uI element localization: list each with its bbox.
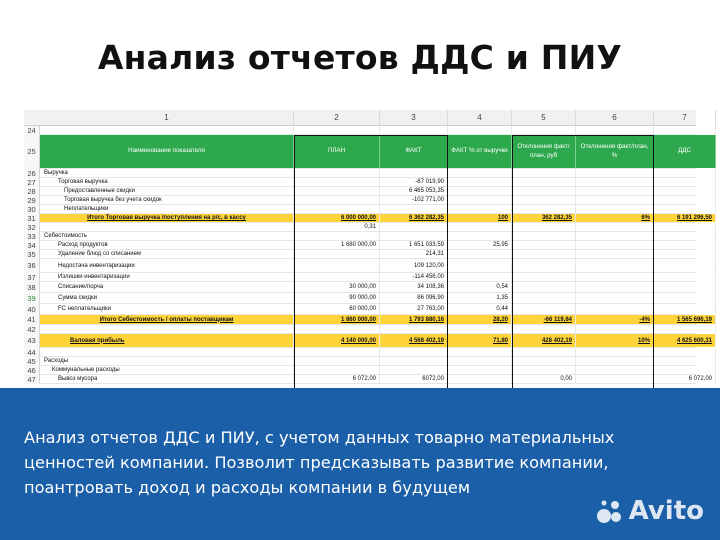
- cell-45-3[interactable]: [380, 357, 448, 365]
- cell-27-4[interactable]: [448, 178, 512, 186]
- cell-33-7[interactable]: [654, 232, 716, 240]
- cell-31-3[interactable]: 6 362 282,35: [380, 214, 448, 222]
- row-number-33[interactable]: 33: [24, 232, 40, 241]
- avito-logo-icon: [595, 496, 625, 526]
- cell-43-1[interactable]: Валовая прибыль: [40, 334, 294, 347]
- row-number-47[interactable]: 47: [24, 375, 40, 384]
- cell-32-2[interactable]: 0,31: [294, 223, 380, 231]
- cell-43-5[interactable]: 428 402,19: [512, 334, 576, 347]
- cell-41-3[interactable]: 1 793 880,16: [380, 315, 448, 324]
- cell-44-6[interactable]: [576, 348, 654, 356]
- cell-41-4[interactable]: 28,20: [448, 315, 512, 324]
- cell-39-5[interactable]: [512, 293, 576, 303]
- cell-30-2[interactable]: [294, 205, 380, 213]
- cell-29-5[interactable]: [512, 196, 576, 204]
- cell-35-5[interactable]: [512, 250, 576, 258]
- cell-27-3[interactable]: -87 019,90: [380, 178, 448, 186]
- cell-40-4[interactable]: 0,44: [448, 304, 512, 314]
- cell-36-5[interactable]: [512, 259, 576, 272]
- cell-32-6[interactable]: [576, 223, 654, 231]
- cell-40-3[interactable]: 27 763,00: [380, 304, 448, 314]
- column-header-3[interactable]: 3: [380, 110, 448, 126]
- cell-27-1[interactable]: Торговая выручка: [40, 178, 294, 186]
- cell-24-2[interactable]: [294, 126, 380, 134]
- cell-38-6[interactable]: [576, 282, 654, 292]
- row-number-41[interactable]: 41: [24, 315, 40, 325]
- cell-37-5[interactable]: [512, 273, 576, 281]
- spreadsheet: [24, 110, 712, 388]
- table-row: [40, 273, 696, 282]
- cell-33-3[interactable]: [380, 232, 448, 240]
- cell-45-4[interactable]: [448, 357, 512, 365]
- cell-45-6[interactable]: [576, 357, 654, 365]
- cell-26-1[interactable]: Выручка: [40, 169, 294, 177]
- cell-44-4[interactable]: [448, 348, 512, 356]
- cell-47-5[interactable]: 0,00: [512, 375, 576, 383]
- page-title: Анализ отчетов ДДС и ПИУ: [97, 38, 623, 77]
- cell-35-2[interactable]: [294, 250, 380, 258]
- cell-30-7[interactable]: [654, 205, 716, 213]
- row-number-31[interactable]: 31: [24, 214, 40, 223]
- cell-36-2[interactable]: [294, 259, 380, 272]
- row-number-38[interactable]: 38: [24, 282, 40, 293]
- cell-29-7[interactable]: [654, 196, 716, 204]
- cell-34-7[interactable]: [654, 241, 716, 249]
- cell-30-5[interactable]: [512, 205, 576, 213]
- cell-40-7[interactable]: [654, 304, 716, 314]
- cell-28-3[interactable]: 6 465 053,35: [380, 187, 448, 195]
- cell-46-6[interactable]: [576, 366, 654, 374]
- cell-44-1[interactable]: [40, 348, 294, 356]
- row-number-36[interactable]: 36: [24, 259, 40, 273]
- cell-38-1[interactable]: Списание/порча: [40, 282, 294, 292]
- table-row: [40, 169, 696, 178]
- cell-43-6[interactable]: 10%: [576, 334, 654, 347]
- row-number-44[interactable]: 44: [24, 348, 40, 357]
- table-row: [40, 187, 696, 196]
- cell-39-6[interactable]: [576, 293, 654, 303]
- cell-42-1[interactable]: [40, 325, 294, 333]
- cell-26-4[interactable]: [448, 169, 512, 177]
- row-number-45[interactable]: 45: [24, 357, 40, 366]
- cell-35-4[interactable]: [448, 250, 512, 258]
- cell-44-2[interactable]: [294, 348, 380, 356]
- cell-46-1[interactable]: Коммунальные расходы: [40, 366, 294, 374]
- cell-42-3[interactable]: [380, 325, 448, 333]
- cell-47-6[interactable]: [576, 375, 654, 383]
- cell-29-4[interactable]: [448, 196, 512, 204]
- cell-34-5[interactable]: [512, 241, 576, 249]
- cell-28-4[interactable]: [448, 187, 512, 195]
- cell-35-6[interactable]: [576, 250, 654, 258]
- cell-33-2[interactable]: [294, 232, 380, 240]
- cell-43-7[interactable]: 4 625 600,31: [654, 334, 716, 347]
- table-row: [40, 293, 696, 304]
- cell-27-5[interactable]: [512, 178, 576, 186]
- table-row: [40, 348, 696, 357]
- cell-42-7[interactable]: [654, 325, 716, 333]
- cell-46-5[interactable]: [512, 366, 576, 374]
- cell-47-4[interactable]: [448, 375, 512, 383]
- cell-42-4[interactable]: [448, 325, 512, 333]
- cell-41-1[interactable]: Итого Себестоимость / оплаты поставщикам: [40, 315, 294, 324]
- cell-37-3[interactable]: -114 456,00: [380, 273, 448, 281]
- cell-33-6[interactable]: [576, 232, 654, 240]
- header-cell-7[interactable]: ДДС: [654, 135, 716, 168]
- column-header-4[interactable]: 4: [448, 110, 512, 126]
- cell-31-5[interactable]: 362 282,35: [512, 214, 576, 222]
- banner-text: Анализ отчетов ДДС и ПИУ, с учетом данных товарно материальных ценностей компании. Позволит предсказывать развитие компании, поантровать доход и расходы компании в будущем: [24, 428, 615, 497]
- description-banner: [0, 388, 720, 540]
- cell-34-2[interactable]: 1 680 000,00: [294, 241, 380, 249]
- cell-27-6[interactable]: [576, 178, 654, 186]
- cell-40-5[interactable]: [512, 304, 576, 314]
- cell-37-1[interactable]: Излишки инвентаризации: [40, 273, 294, 281]
- cell-33-4[interactable]: [448, 232, 512, 240]
- row-number-46[interactable]: 46: [24, 366, 40, 375]
- table-header-row: [40, 135, 696, 169]
- cell-34-1[interactable]: Расход продуктов: [40, 241, 294, 249]
- cell-39-4[interactable]: 1,35: [448, 293, 512, 303]
- header-cell-2[interactable]: ПЛАН: [294, 135, 380, 168]
- cell-32-5[interactable]: [512, 223, 576, 231]
- cell-36-4[interactable]: [448, 259, 512, 272]
- table-row: [40, 366, 696, 375]
- header-cell-6[interactable]: Отклонения факт/план, %: [576, 135, 654, 168]
- row-number-29[interactable]: 29: [24, 196, 40, 205]
- cell-38-5[interactable]: [512, 282, 576, 292]
- cell-24-5[interactable]: [512, 126, 576, 134]
- cell-32-1[interactable]: [40, 223, 294, 231]
- cell-46-4[interactable]: [448, 366, 512, 374]
- cell-31-4[interactable]: 100: [448, 214, 512, 222]
- cell-31-6[interactable]: 6%: [576, 214, 654, 222]
- table-row: [40, 196, 696, 205]
- row-number-25[interactable]: 25: [24, 135, 40, 169]
- cell-35-7[interactable]: [654, 250, 716, 258]
- cell-42-5[interactable]: [512, 325, 576, 333]
- cell-43-4[interactable]: 71,80: [448, 334, 512, 347]
- row-number-35[interactable]: 35: [24, 250, 40, 259]
- table-row: [40, 357, 696, 366]
- cell-32-4[interactable]: [448, 223, 512, 231]
- cell-39-2[interactable]: 90 000,00: [294, 293, 380, 303]
- cell-41-6[interactable]: -4%: [576, 315, 654, 324]
- cell-38-4[interactable]: 0,54: [448, 282, 512, 292]
- cell-26-5[interactable]: [512, 169, 576, 177]
- cell-46-2[interactable]: [294, 366, 380, 374]
- table-row: [40, 282, 696, 293]
- cell-37-6[interactable]: [576, 273, 654, 281]
- header-cell-3[interactable]: ФАКТ: [380, 135, 448, 168]
- cell-45-5[interactable]: [512, 357, 576, 365]
- cell-29-1[interactable]: Торговая выручка без учета скидок: [40, 196, 294, 204]
- cell-26-6[interactable]: [576, 169, 654, 177]
- cell-24-6[interactable]: [576, 126, 654, 134]
- watermark-label: Avito: [628, 496, 704, 526]
- cell-36-7[interactable]: [654, 259, 716, 272]
- cell-33-5[interactable]: [512, 232, 576, 240]
- cell-24-4[interactable]: [448, 126, 512, 134]
- cell-40-2[interactable]: 60 000,00: [294, 304, 380, 314]
- cell-28-1[interactable]: Предоставленные скидки: [40, 187, 294, 195]
- cell-24-7[interactable]: [654, 126, 716, 134]
- table-row: [40, 304, 696, 315]
- cell-40-1[interactable]: FC неплательщики: [40, 304, 294, 314]
- cell-37-4[interactable]: [448, 273, 512, 281]
- cell-41-2[interactable]: 1 860 000,00: [294, 315, 380, 324]
- row-number-24[interactable]: 24: [24, 126, 40, 135]
- cell-42-6[interactable]: [576, 325, 654, 333]
- cell-36-3[interactable]: 109 120,00: [380, 259, 448, 272]
- cell-24-3[interactable]: [380, 126, 448, 134]
- cell-38-3[interactable]: 34 108,36: [380, 282, 448, 292]
- cell-30-3[interactable]: [380, 205, 448, 213]
- cell-31-2[interactable]: 6 000 000,00: [294, 214, 380, 222]
- table-row: [40, 232, 696, 241]
- column-header-5[interactable]: 5: [512, 110, 576, 126]
- table-row: [40, 214, 712, 223]
- column-header-2[interactable]: 2: [294, 110, 380, 126]
- cell-43-3[interactable]: 4 568 402,19: [380, 334, 448, 347]
- cell-29-2[interactable]: [294, 196, 380, 204]
- cell-32-7[interactable]: [654, 223, 716, 231]
- cell-24-1[interactable]: [40, 126, 294, 134]
- table-row: [40, 241, 696, 250]
- cell-31-7[interactable]: 6 191 296,50: [654, 214, 716, 222]
- avito-watermark: [595, 496, 704, 526]
- cell-31-1[interactable]: Итого Торговая выручка /поступления на р/с, в кассу: [40, 214, 294, 222]
- table-row: [40, 250, 696, 259]
- cell-42-2[interactable]: [294, 325, 380, 333]
- cell-45-2[interactable]: [294, 357, 380, 365]
- row-number-37[interactable]: 37: [24, 273, 40, 282]
- cell-29-3[interactable]: -102 771,00: [380, 196, 448, 204]
- table-row: [40, 315, 712, 325]
- cell-39-3[interactable]: 86 096,90: [380, 293, 448, 303]
- cell-47-2[interactable]: 6 072,00: [294, 375, 380, 383]
- row-number-34[interactable]: 34: [24, 241, 40, 250]
- cell-43-2[interactable]: 4 140 000,00: [294, 334, 380, 347]
- table-row: [40, 126, 696, 135]
- cell-47-7[interactable]: 6 072,00: [654, 375, 716, 383]
- table-row: [40, 259, 696, 273]
- cell-47-1[interactable]: Вывоз мусора: [40, 375, 294, 383]
- cell-29-6[interactable]: [576, 196, 654, 204]
- cell-44-5[interactable]: [512, 348, 576, 356]
- cell-46-3[interactable]: [380, 366, 448, 374]
- cell-30-6[interactable]: [576, 205, 654, 213]
- cell-39-7[interactable]: [654, 293, 716, 303]
- table-row: [40, 375, 712, 384]
- row-number-27[interactable]: 27: [24, 178, 40, 187]
- cell-38-2[interactable]: 30 000,00: [294, 282, 380, 292]
- cell-45-7[interactable]: [654, 357, 716, 365]
- cell-28-2[interactable]: [294, 187, 380, 195]
- cell-30-4[interactable]: [448, 205, 512, 213]
- cell-37-2[interactable]: [294, 273, 380, 281]
- table-row: [40, 178, 696, 187]
- row-number-28[interactable]: 28: [24, 187, 40, 196]
- table-row: [40, 205, 696, 214]
- cell-26-2[interactable]: [294, 169, 380, 177]
- cell-37-7[interactable]: [654, 273, 716, 281]
- cell-39-1[interactable]: Сумма скидки: [40, 293, 294, 303]
- cell-27-2[interactable]: [294, 178, 380, 186]
- table-row: [40, 334, 712, 348]
- header-cell-4[interactable]: ФАКТ % от выручки: [448, 135, 512, 168]
- cell-38-7[interactable]: [654, 282, 716, 292]
- cell-34-4[interactable]: 25,95: [448, 241, 512, 249]
- table-row: [40, 325, 696, 334]
- cell-41-7[interactable]: 1 565 696,19: [654, 315, 716, 324]
- column-header-7[interactable]: 7: [654, 110, 716, 126]
- cell-27-7[interactable]: [654, 178, 716, 186]
- cell-47-3[interactable]: 6072,00: [380, 375, 448, 383]
- header-cell-1[interactable]: Наименование показателя: [40, 135, 294, 168]
- cell-41-5[interactable]: -66 119,84: [512, 315, 576, 324]
- row-number-43[interactable]: 43: [24, 334, 40, 348]
- cell-32-3[interactable]: [380, 223, 448, 231]
- cell-45-1[interactable]: Расходы: [40, 357, 294, 365]
- cell-34-6[interactable]: [576, 241, 654, 249]
- cell-44-7[interactable]: [654, 348, 716, 356]
- row-number-30[interactable]: 30: [24, 205, 40, 214]
- cell-30-1[interactable]: Неплательщики: [40, 205, 294, 213]
- cell-33-1[interactable]: Себестоимость: [40, 232, 294, 240]
- row-number-42[interactable]: 42: [24, 325, 40, 334]
- cell-36-1[interactable]: Недостача инвентаризации: [40, 259, 294, 272]
- row-number-32[interactable]: 32: [24, 223, 40, 232]
- cell-26-3[interactable]: [380, 169, 448, 177]
- column-header-6[interactable]: 6: [576, 110, 654, 126]
- cell-28-5[interactable]: [512, 187, 576, 195]
- column-header-1[interactable]: 1: [40, 110, 294, 126]
- cell-46-7[interactable]: [654, 366, 716, 374]
- cell-35-3[interactable]: 214,31: [380, 250, 448, 258]
- column-header-bar: [24, 110, 696, 126]
- row-number-39[interactable]: 39: [24, 293, 40, 304]
- cell-26-7[interactable]: [654, 169, 716, 177]
- header-cell-5[interactable]: Отклонения факт/план, руб: [512, 135, 576, 168]
- cell-35-1[interactable]: Удаление блюд со списанием: [40, 250, 294, 258]
- cell-40-6[interactable]: [576, 304, 654, 314]
- cell-28-6[interactable]: [576, 187, 654, 195]
- table-row: [40, 223, 696, 232]
- cell-36-6[interactable]: [576, 259, 654, 272]
- row-number-26[interactable]: 26: [24, 169, 40, 178]
- cell-28-7[interactable]: [654, 187, 716, 195]
- cell-44-3[interactable]: [380, 348, 448, 356]
- row-number-40[interactable]: 40: [24, 304, 40, 315]
- cell-34-3[interactable]: 1 651 033,59: [380, 241, 448, 249]
